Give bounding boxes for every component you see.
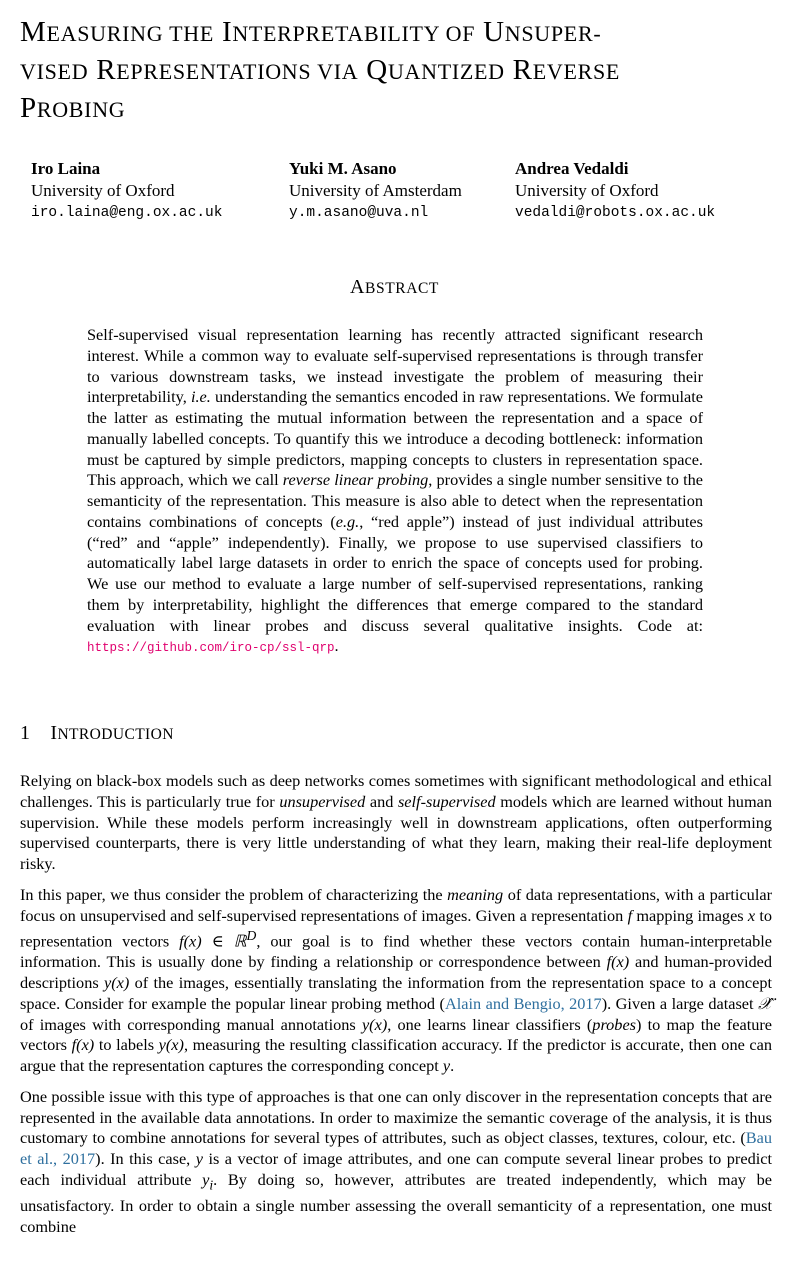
paper-title xyxy=(20,14,772,128)
author-email: y.m.asano@uva.nl xyxy=(289,205,429,221)
text-run: to labels xyxy=(94,1035,159,1055)
author-email: iro.laina@eng.ox.ac.uk xyxy=(31,205,223,221)
text-run: Relying on black-box models such as deep networks comes sometimes with significant methodological and ethical challenges. This is particularly true for xyxy=(20,771,772,811)
math-superscript: D xyxy=(246,928,257,944)
text-run: and human-provided descriptions xyxy=(20,952,772,993)
author-name: Yuki M. Asano xyxy=(289,159,397,178)
math: y(x) xyxy=(361,1014,388,1034)
text-run: . xyxy=(450,1056,455,1076)
abstract-part: Self-supervised visual representation learning has recently attracted significant research interest. While a common way to evaluate self-supervised representations is through transfer to various downstream tasks, we instead investigate the problem of measuring their interpretability, xyxy=(87,325,703,407)
abstract-eg: e.g. xyxy=(335,511,360,531)
math: y xyxy=(442,1056,451,1076)
text-run: of images with corresponding manual annotations xyxy=(20,1014,362,1034)
title-line-3: PROBING xyxy=(20,92,126,124)
text-run: One possible issue with this type of approaches is that one can only discover in the representation concepts that are represented in the available data annotations. In order to maximize the semantic coverage of the analysis, it is thus customary to combine annotations for several types of attributes, such as object classes, textures, colour, etc. ( xyxy=(20,1086,772,1148)
text-run: ) to map the feature vectors xyxy=(20,1014,773,1055)
introduction-body xyxy=(20,771,772,1247)
math: 𝒳̂ xyxy=(758,993,773,1013)
math: f xyxy=(627,905,633,925)
citation-link[interactable]: Alain and Bengio, 2017 xyxy=(444,993,602,1013)
abstract-text xyxy=(87,325,703,659)
text-run: ). In this case, xyxy=(95,1149,196,1169)
author-1 xyxy=(31,158,222,224)
code-link[interactable]: https://github.com/iro-cp/ssl-qrp xyxy=(87,641,335,656)
emphasis: self-supervised xyxy=(397,791,496,811)
intro-paragraph-3 xyxy=(20,1087,772,1238)
text-run: to representation vectors xyxy=(20,905,772,951)
math: x xyxy=(747,905,756,925)
math: f(x) xyxy=(71,1035,95,1055)
abstract-term: reverse linear probing xyxy=(282,470,429,490)
text-run: of data representations, with a particular focus on unsupervised and self-supervised representations of images. Given a representation xyxy=(20,884,772,925)
math: y xyxy=(202,1169,210,1189)
title-line-2: VISED REPRESENTATIONS VIA QUANTIZED REVERSE xyxy=(20,54,621,86)
text-run: mapping images xyxy=(632,905,748,925)
math: f(x) xyxy=(606,952,630,972)
abstract-ie: i.e. xyxy=(190,387,211,407)
abstract-part: , “red apple”) instead of just individual attributes (“red” and “apple” independently). Finally, we propose to use supervised classifiers to automatically label large datasets in order to enrich the space of concepts used for probing. We use our method to evaluate a large number of self-supervised representations, ranking them by interpretability, highlight the differences that emerge compared to the standard evaluation with linear probes and discuss several qualitative insights. Code at: xyxy=(87,511,703,635)
author-3 xyxy=(515,158,715,224)
math: y xyxy=(195,1149,203,1169)
intro-paragraph-2 xyxy=(20,885,772,1077)
emphasis: meaning xyxy=(447,884,504,904)
text-run: , our goal is to find whether these vectors contain human-interpretable information. This is usually done by finding a relationship or correspondence between xyxy=(20,931,772,972)
text-run: , one learns linear classifiers ( xyxy=(387,1014,593,1034)
section-heading-introduction: 1 INTRODUCTION xyxy=(20,722,174,744)
text-run: of the images, essentially translating the information from the representation space to a concept space. Consider for example the popular linear probing method ( xyxy=(20,973,773,1013)
author-2 xyxy=(289,158,462,224)
abstract-part: understanding the semantics encoded in raw representations. We formulate the latter as estimating the mutual information between the representation and a space of manually labelled concepts. To quantify this we introduce a decoding bottleneck: information must be captured by simple predictors, mapping concepts to clusters in representation space. This approach, which we call xyxy=(87,387,704,490)
math: y(x) xyxy=(158,1035,184,1055)
abstract-part: , provides a single number sensitive to the semanticity of the representation. This measure is also able to detect when the representation contains combinations of concepts ( xyxy=(87,470,703,531)
citation-link[interactable]: Bau et al., 2017 xyxy=(20,1128,772,1169)
author-affiliation: University of Amsterdam xyxy=(289,181,462,200)
text-run: models which are learned without human supervision. While these models perform increasingly well in downstream applications, often outperforming supervised counterparts, there is very little understanding of what they learn, making their real-life deployment risky. xyxy=(20,791,772,873)
title-line-1: MEASURING THE INTERPRETABILITY OF UNSUPER- xyxy=(20,16,602,48)
author-name: Andrea Vedaldi xyxy=(515,159,629,178)
abstract-part: . xyxy=(334,636,339,656)
author-affiliation: University of Oxford xyxy=(31,181,175,200)
math-subscript: i xyxy=(209,1177,214,1193)
section-number: 1 xyxy=(20,722,31,744)
author-email: vedaldi@robots.ox.ac.uk xyxy=(515,205,716,221)
math: f(x) ∈ ℝ xyxy=(179,931,247,951)
text-run: ). Given a large dataset xyxy=(601,993,758,1013)
intro-paragraph-1 xyxy=(20,771,772,875)
text-run: , measuring the resulting classification accuracy. If the predictor is accurate, then one can argue that the representation captures the corresponding concept xyxy=(20,1035,772,1076)
author-name: Iro Laina xyxy=(31,159,101,178)
text-run: . By doing so, however, attributes are treated independently, which may be unsatisfactory. In order to obtain a single number assessing the overall semanticity of a representation, one must combine xyxy=(20,1169,772,1236)
text-run: In this paper, we thus consider the problem of characterizing the xyxy=(20,884,448,904)
emphasis: probes xyxy=(592,1014,637,1034)
text-run: is a vector of image attributes, and one can compute several linear probes to predict each individual attribute xyxy=(20,1149,772,1189)
abstract-heading: ABSTRACT xyxy=(349,276,439,298)
emphasis: unsupervised xyxy=(279,791,366,811)
author-affiliation: University of Oxford xyxy=(515,181,659,200)
math: y(x) xyxy=(104,973,130,993)
text-run: and xyxy=(365,791,398,811)
